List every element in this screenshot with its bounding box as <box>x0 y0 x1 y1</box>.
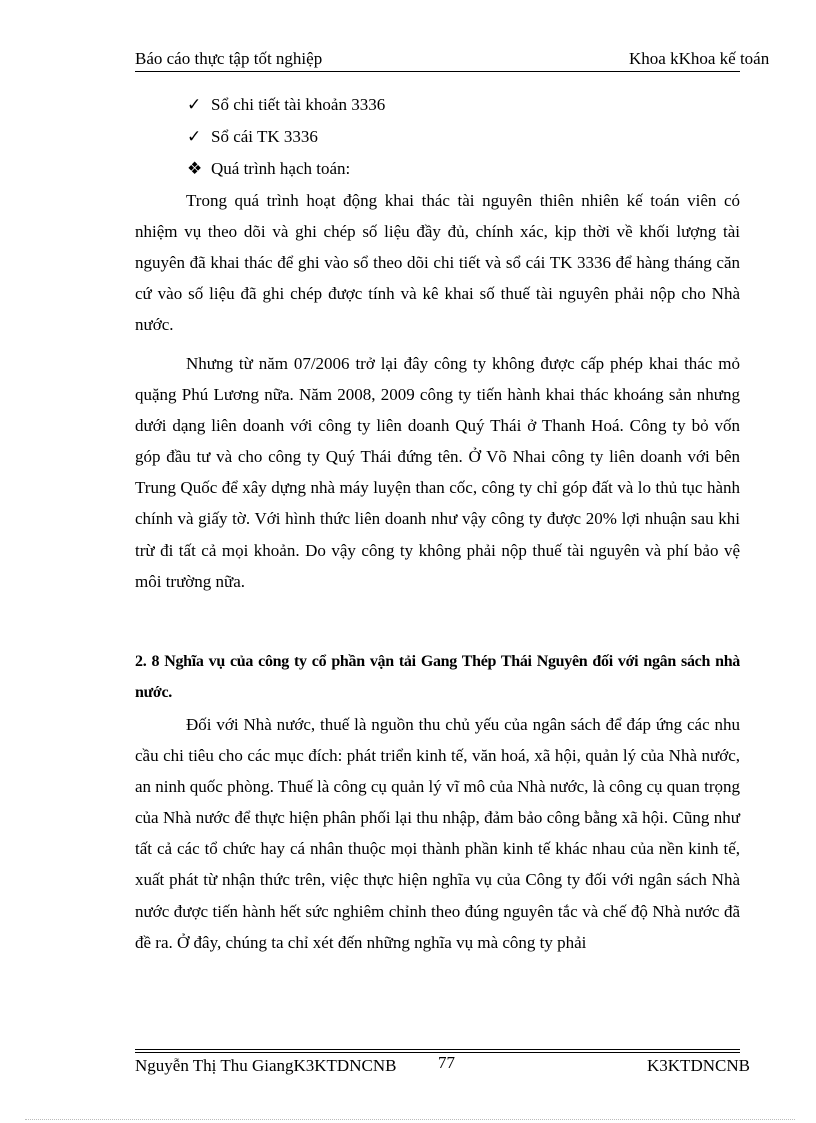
header-rule <box>135 71 740 72</box>
diamond-bullet-icon: ❖ <box>187 159 203 178</box>
bullet-item <box>187 159 350 179</box>
page-border-divider <box>25 1119 795 1120</box>
section-heading: 2. 8 Nghĩa vụ của công ty cổ phần vận tải Gang Thép Thái Nguyên đối với ngân sách nhà nước. <box>135 653 740 701</box>
page-number: 77 <box>438 1053 455 1072</box>
header-department: Khoa kKhoa kế toán <box>629 49 770 68</box>
footer-rule <box>135 1049 740 1050</box>
paragraph: Đối với Nhà nước, thuế là nguồn thu chủ yếu của ngân sách để đáp ứng các nhu cầu chi tiêu cho các mục đích: phát triển kinh tế, văn hoá, xã hội, quản lý của Nhà nước, an ninh quốc phòng. Thuế là công cụ quản lý vĩ mô của Nhà nước, là công cụ quan trọng của Nhà nước để thực hiện phân phối lại thu nhập, đảm bảo công bằng xã hội. Cũng như tất cả các tổ chức hay cá nhân thuộc mọi thành phần kinh tế khác nhau của nền kinh tế, xuất phát từ nhận thức trên, việc thực hiện nghĩa vụ của Công ty đối với ngân sách Nhà nước được tiến hành hết sức nghiêm chỉnh theo đúng nguyên tắc và chế độ Nhà nước đã đề ra. Ở đây, chúng ta chỉ xét đến những nghĩa vụ mà công ty phải <box>135 715 740 952</box>
bullet-text: Sổ cái TK 3336 <box>211 127 318 146</box>
paragraph: Trong quá trình hoạt động khai thác tài nguyên thiên nhiên kế toán viên có nhiệm vụ theo dõi và ghi chép số liệu đầy đủ, chính xác, kịp thời về khối lượng tài nguyên đã khai thác để ghi vào sổ theo dõi chi tiết và sổ cái TK 3336 để hàng tháng căn cứ vào số liệu đã ghi chép được tính và kê khai số thuế tài nguyên phải nộp cho Nhà nước. <box>135 191 740 335</box>
checkmark-icon: ✓ <box>187 127 202 146</box>
checkmark-icon: ✓ <box>187 95 202 114</box>
bullet-text: Sổ chi tiết tài khoản 3336 <box>211 95 386 114</box>
bullet-item <box>187 127 318 147</box>
page-header <box>135 49 770 71</box>
footer-author: Nguyễn Thị Thu GiangK3KTDNCNB <box>135 1056 397 1075</box>
footer-class-code: K3KTDNCNB <box>647 1056 750 1075</box>
paragraph: Nhưng từ năm 07/2006 trở lại đây công ty không được cấp phép khai thác mỏ quặng Phú Lương nữa. Năm 2008, 2009 công ty tiến hành khai thác khoáng sản nhưng dưới dạng liên doanh với công ty liên doanh Quý Thái ở Thanh Hoá. Công ty bỏ vốn góp đầu tư và cho công ty Quý Thái đứng tên. Ở Võ Nhai công ty liên doanh với bên Trung Quốc để xây dựng nhà máy luyện than cốc, công ty chỉ góp đất và lo thủ tục hành chính và giấy tờ. Với hình thức liên doanh như vậy công ty được 20% lợi nhuận sau khi trừ đi tất cả mọi khoản. Do vậy công ty không phải nộp thuế tài nguyên và phí bảo vệ môi trường nữa. <box>135 354 740 591</box>
header-report-title: Báo cáo thực tập tốt nghiệp <box>135 49 323 68</box>
bullet-item <box>187 95 385 115</box>
bullet-text: Quá trình hạch toán: <box>211 159 351 178</box>
